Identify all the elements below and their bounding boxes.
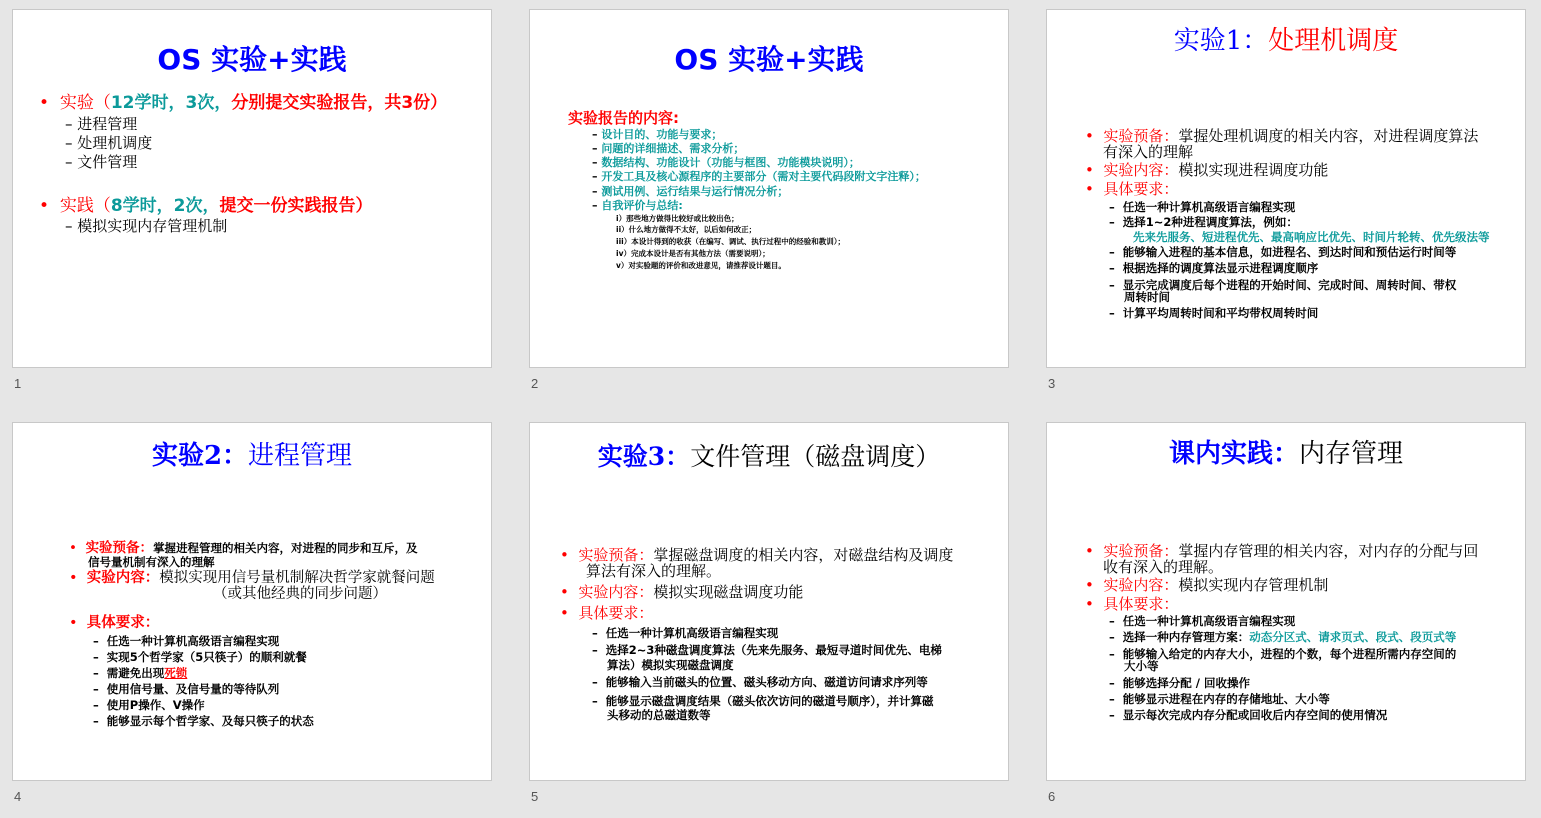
list-item: – 数据结构、功能设计（功能与框图、功能模块说明）； bbox=[592, 156, 860, 169]
report-heading: 实验报告的内容: bbox=[568, 109, 679, 127]
slide-title: OS 实验+实践 bbox=[157, 43, 347, 76]
sub-item: i）那些地方做得比较好或比较出色； bbox=[616, 214, 739, 223]
req-heading: • 具体要求： bbox=[560, 604, 654, 622]
slide-number: 6 bbox=[1048, 789, 1056, 804]
slide-title: 实验1：处理机调度 bbox=[1173, 26, 1399, 56]
list-item: – 选择一种内存管理方案：动态分区式、请求页式、段式、段页式等 bbox=[1109, 630, 1457, 644]
req-heading: • 具体要求： bbox=[69, 615, 160, 631]
list-item: – 实现5个哲学家（5只筷子）的顺利就餐 bbox=[93, 650, 307, 664]
prep-line: • 实验预备：掌握进程管理的相关内容，对进程的同步和互斥，及 bbox=[69, 540, 418, 556]
req-heading: • 具体要求： bbox=[1085, 180, 1179, 198]
list-item: – 任选一种计算机高级语言编程实现 bbox=[1109, 200, 1296, 214]
content-line: • 实验内容：模拟实现磁盘调度功能 bbox=[560, 583, 804, 601]
list-item: – 处理机调度 bbox=[65, 134, 153, 152]
slide-title: 实验2：进程管理 bbox=[151, 441, 353, 471]
prep-line-2: 信号量机制有深入的理解 bbox=[88, 555, 215, 569]
list-item: – 自我评价与总结: bbox=[592, 199, 683, 212]
list-item: – 能够输入当前磁头的位置、磁头移动方向、磁道访问请求序列等 bbox=[592, 675, 928, 689]
content-line-2: （或其他经典的同步问题） bbox=[213, 586, 387, 602]
sub-item: ii）什么地方做得不太好，以后如何改正； bbox=[616, 225, 757, 234]
prep-line-2: 收有深入的理解。 bbox=[1103, 558, 1224, 576]
list-item: – 显示每次完成内存分配或回收后内存空间的使用情况 bbox=[1109, 708, 1388, 722]
list-item: – 设计目的、功能与要求； bbox=[592, 128, 723, 141]
content-line: • 实验内容：模拟实现用信号量机制解决哲学家就餐问题 bbox=[69, 570, 435, 586]
sub-item: iii）本设计得到的收获（在编写、调试、执行过程中的经验和教训）； bbox=[616, 237, 845, 246]
list-item: – 开发工具及核心源程序的主要部分（需对主要代码段附文字注释）； bbox=[592, 170, 926, 183]
list-item: – 根据选择的调度算法显示进程调度顺序 bbox=[1109, 261, 1319, 275]
slide-thumbnail-4[interactable] bbox=[12, 422, 492, 781]
slide-number: 4 bbox=[14, 789, 22, 804]
list-item: – 需避免出现死锁 bbox=[93, 666, 188, 680]
deadlock-term: 死锁 bbox=[164, 666, 188, 680]
prep-line-2: 有深入的理解 bbox=[1103, 143, 1194, 161]
section-2-heading: • 实践（8学时，2次，提交一份实践报告） bbox=[39, 196, 373, 216]
slide-thumbnail-3[interactable] bbox=[1046, 9, 1526, 368]
slide-title: OS 实验+实践 bbox=[674, 43, 864, 76]
list-item: – 使用信号量、及信号量的等待队列 bbox=[93, 682, 280, 696]
slide-number: 2 bbox=[531, 376, 539, 391]
list-item-cont: 大小等 bbox=[1124, 659, 1159, 673]
list-item: – 问题的详细描述、需求分析； bbox=[592, 142, 745, 155]
list-item: – 能够输入进程的基本信息，如进程名、到达时间和预估运行时间等 bbox=[1109, 245, 1457, 259]
list-item: – 能够显示进程在内存的存储地址、大小等 bbox=[1109, 692, 1330, 706]
slide-thumbnail-6[interactable] bbox=[1046, 422, 1526, 781]
slide-number: 1 bbox=[14, 376, 22, 391]
list-item: – 任选一种计算机高级语言编程实现 bbox=[93, 634, 280, 648]
list-item: – 能够显示每个哲学家、及每只筷子的状态 bbox=[93, 714, 314, 728]
prep-line: • 实验预备：掌握处理机调度的相关内容，对进程调度算法 bbox=[1085, 127, 1479, 145]
list-item: – 选择1~2种进程调度算法，例如： bbox=[1109, 215, 1298, 229]
list-item: – 能够选择分配 / 回收操作 bbox=[1109, 676, 1250, 690]
slide-title: 实验3：文件管理（磁盘调度） bbox=[597, 442, 941, 471]
list-item-cont: 周转时间 bbox=[1124, 290, 1170, 304]
list-item: – 任选一种计算机高级语言编程实现 bbox=[592, 626, 779, 640]
section-1-heading: • 实验（12学时，3次，分别提交实验报告，共3份） bbox=[39, 93, 448, 113]
algorithm-list: 先来先服务、短进程优先、最高响应比优先、时间片轮转、优先级法等 bbox=[1133, 230, 1490, 244]
list-item: – 模拟实现内存管理机制 bbox=[65, 217, 228, 235]
list-item: – 测试用例、运行结果与运行情况分析； bbox=[592, 185, 789, 198]
content-line: • 实验内容：模拟实现内存管理机制 bbox=[1085, 576, 1329, 594]
list-item: – 使用P操作、V操作 bbox=[93, 698, 205, 712]
slide-number: 3 bbox=[1048, 376, 1056, 391]
list-item: – 显示完成调度后每个进程的开始时间、完成时间、周转时间、带权 bbox=[1109, 278, 1457, 292]
list-item: – 任选一种计算机高级语言编程实现 bbox=[1109, 614, 1296, 628]
req-heading: • 具体要求： bbox=[1085, 595, 1179, 613]
sub-item: iv）完成本设计是否有其他方法（需要说明）； bbox=[616, 249, 770, 258]
list-item-cont: 头移动的总磁道数等 bbox=[607, 708, 711, 722]
slide-number: 5 bbox=[531, 789, 539, 804]
prep-line: • 实验预备：掌握内存管理的相关内容，对内存的分配与回 bbox=[1085, 542, 1479, 560]
list-item: – 能够显示磁盘调度结果（磁头依次访问的磁道号顺序），并计算磁 bbox=[592, 694, 934, 708]
prep-line-2: 算法有深入的理解。 bbox=[586, 562, 722, 580]
list-item: – 计算平均周转时间和平均带权周转时间 bbox=[1109, 306, 1319, 320]
slide-thumbnail-2[interactable] bbox=[529, 9, 1009, 368]
slide-thumbnail-5[interactable] bbox=[529, 422, 1009, 781]
list-item: – 文件管理 bbox=[65, 153, 138, 171]
list-item: – 选择2~3种磁盘调度算法（先来先服务、最短寻道时间优先、电梯 bbox=[592, 643, 942, 657]
content-line: • 实验内容：模拟实现进程调度功能 bbox=[1085, 161, 1329, 179]
slide-title: 课内实践：内存管理 bbox=[1168, 439, 1404, 469]
slide-thumbnail-1[interactable] bbox=[12, 9, 492, 368]
sub-item: v）对实验题的评价和改进意见，请推荐设计题目。 bbox=[616, 261, 786, 270]
prep-line: • 实验预备：掌握磁盘调度的相关内容，对磁盘结构及调度 bbox=[560, 546, 954, 564]
memory-schemes: 动态分区式、请求页式、段式、段页式等 bbox=[1249, 630, 1457, 644]
list-item: – 进程管理 bbox=[65, 115, 138, 133]
list-item-cont: 算法）模拟实现磁盘调度 bbox=[607, 658, 734, 672]
list-item: – 能够输入给定的内存大小，进程的个数，每个进程所需内存空间的 bbox=[1109, 647, 1457, 661]
